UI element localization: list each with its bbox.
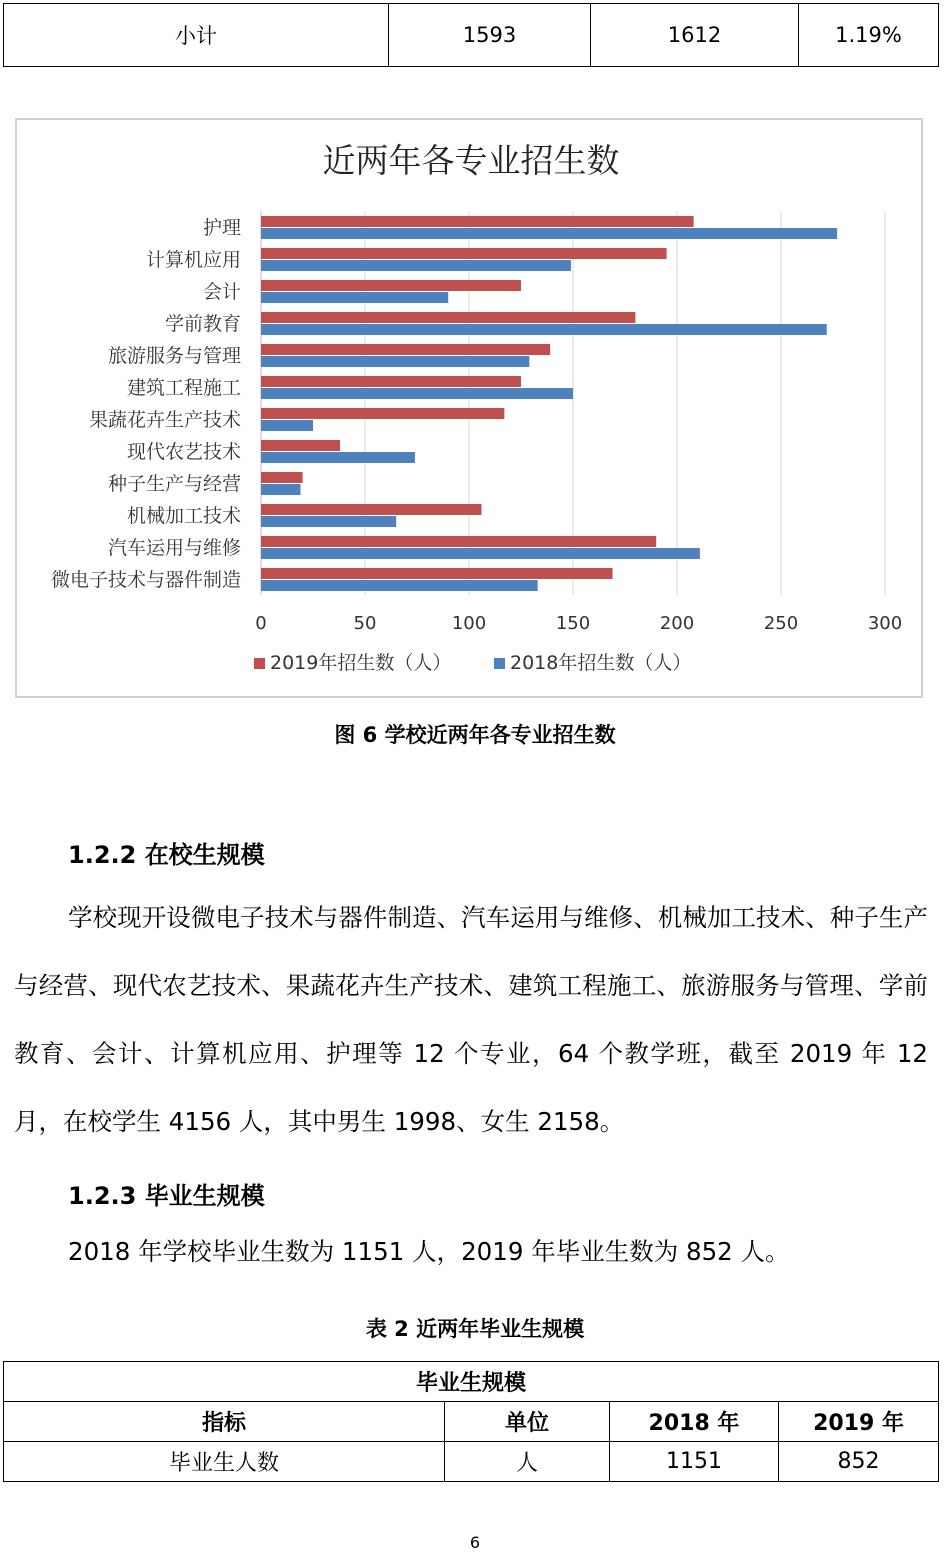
bar [261, 228, 837, 239]
bar [261, 504, 481, 515]
column-header: 指标 [4, 1402, 445, 1442]
enrollment-chart [15, 118, 923, 698]
category-label: 现代农艺技术 [126, 441, 241, 463]
chart-canvas [17, 120, 925, 700]
bar [261, 568, 613, 579]
bar [261, 484, 301, 495]
table-cell: 毕业生人数 [4, 1442, 445, 1482]
legend-label: 2019年招生数（人） [270, 652, 452, 674]
subtotal-label: 小计 [4, 4, 389, 67]
column-header: 2018 年 [610, 1402, 779, 1442]
column-header: 单位 [445, 1402, 610, 1442]
subtotal-2019: 1612 [591, 4, 799, 67]
subtotal-growth: 1.19% [799, 4, 939, 67]
enrollment-summary-table [3, 3, 939, 67]
bar [261, 344, 550, 355]
legend-label: 2018年招生数（人） [510, 652, 692, 674]
category-label: 学前教育 [164, 313, 241, 335]
bar [261, 216, 694, 227]
bar [261, 356, 529, 367]
bar [261, 376, 521, 387]
section-heading-graduate-scale: 1.2.3 毕业生规模 [68, 1182, 265, 1210]
bar [261, 420, 313, 431]
subtotal-2018: 1593 [389, 4, 591, 67]
table-row [4, 4, 939, 67]
bar [261, 280, 521, 291]
graduate-table [3, 1361, 939, 1482]
bar [261, 580, 538, 591]
category-label: 机械加工技术 [126, 505, 241, 527]
bar [261, 548, 700, 559]
category-label: 计算机应用 [145, 249, 241, 271]
paragraph-student-scale: 学校现开设微电子技术与器件制造、汽车运用与维修、机械加工技术、种子生产与经营、现代农艺技术、果蔬花卉生产技术、建筑工程施工、旅游服务与管理、学前教育、会计、计算机应用、护理等 12 个专业，64 个教学班，截至 2019 年 12 月，在校学生 4156 人，其中男生 1998、女生 2158。 [14, 903, 928, 1136]
x-tick-label: 0 [255, 613, 267, 634]
bar [261, 324, 827, 335]
x-tick-label: 100 [451, 613, 487, 634]
legend-swatch [254, 658, 265, 669]
category-label: 微电子技术与器件制造 [50, 569, 241, 591]
section-heading-student-scale: 1.2.2 在校生规模 [68, 841, 265, 869]
page-number: 6 [469, 1533, 481, 1552]
category-label: 会计 [202, 281, 241, 303]
bar [261, 440, 340, 451]
category-label: 旅游服务与管理 [107, 345, 241, 367]
category-label: 建筑工程施工 [126, 377, 241, 399]
bar [261, 312, 635, 323]
table-header-row [4, 1402, 939, 1442]
category-label: 护理 [202, 217, 241, 239]
category-label: 汽车运用与维修 [107, 537, 241, 559]
x-tick-label: 200 [659, 613, 695, 634]
x-tick-label: 150 [555, 613, 591, 634]
bar [261, 472, 303, 483]
bar [261, 516, 396, 527]
paragraph-graduate-scale: 2018 年学校毕业生数为 1151 人，2019 年毕业生数为 852 人。 [68, 1237, 790, 1266]
x-tick-label: 50 [353, 613, 377, 634]
x-tick-label: 250 [763, 613, 799, 634]
table-title: 毕业生规模 [4, 1362, 939, 1402]
legend-swatch [494, 658, 505, 669]
table-caption: 表 2 近两年毕业生规模 [365, 1317, 585, 1341]
bar [261, 388, 573, 399]
table-cell: 1151 [610, 1442, 779, 1482]
bar [261, 452, 415, 463]
x-tick-label: 300 [867, 613, 903, 634]
table-title-row [4, 1362, 939, 1402]
figure-caption: 图 6 学校近两年各专业招生数 [334, 723, 616, 747]
column-header: 2019 年 [779, 1402, 939, 1442]
bar [261, 536, 656, 547]
table-cell: 852 [779, 1442, 939, 1482]
bar [261, 408, 504, 419]
table-cell: 人 [445, 1442, 610, 1482]
table-row [4, 1442, 939, 1482]
bar [261, 248, 667, 259]
chart-title: 近两年各专业招生数 [322, 141, 620, 180]
bar [261, 260, 571, 271]
category-label: 种子生产与经营 [107, 473, 241, 495]
category-label: 果蔬花卉生产技术 [88, 409, 241, 431]
bar [261, 292, 448, 303]
